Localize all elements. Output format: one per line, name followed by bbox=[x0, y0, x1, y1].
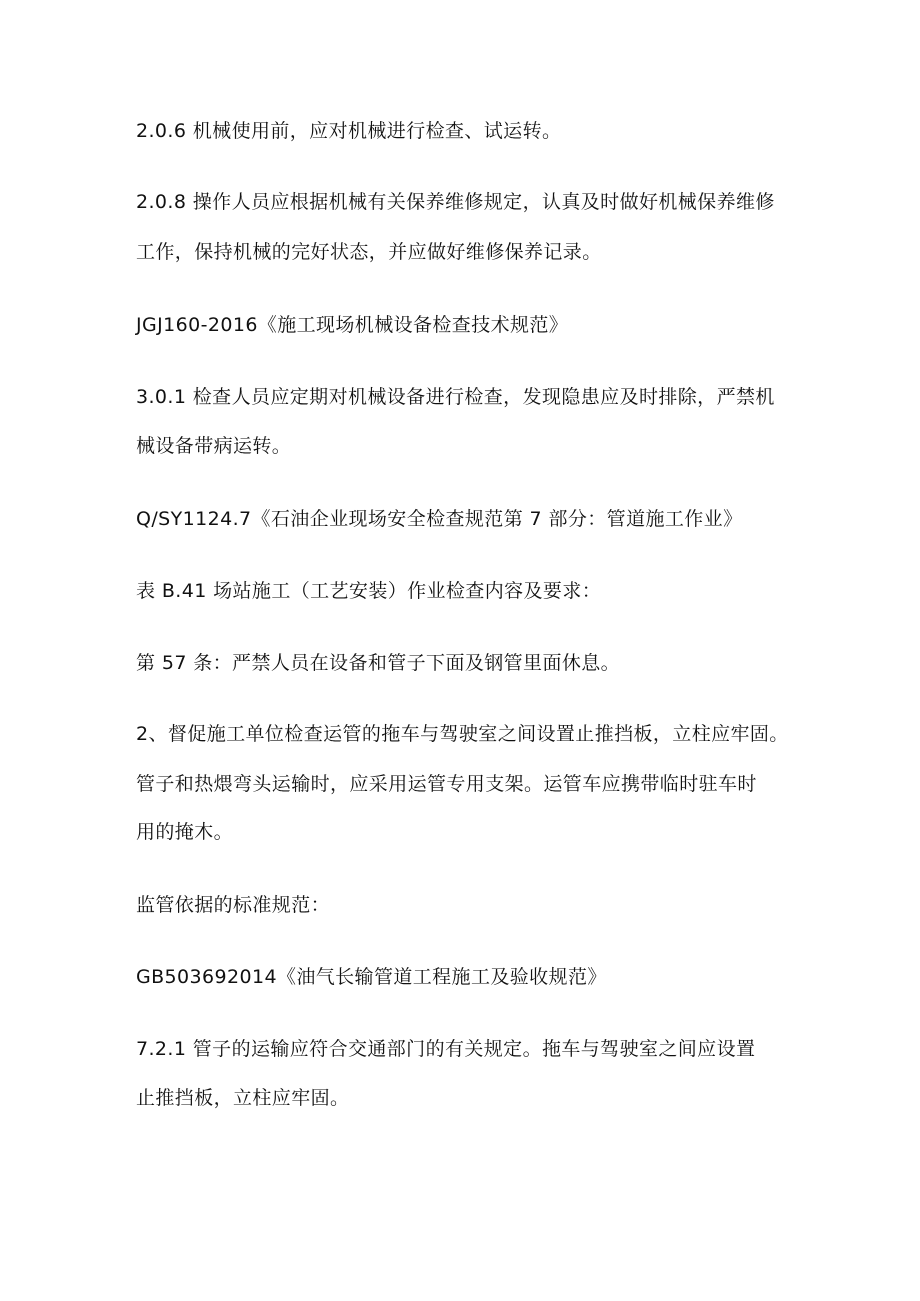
text-line-table-b41: 表 B.41 场站施工（工艺安装）作业检查内容及要求： bbox=[136, 580, 602, 602]
text-line-item-2-end: 用的掩木。 bbox=[136, 821, 234, 843]
text-line-clause-3-0-1: 3.0.1 检查人员应定期对机械设备进行检查，发现隐患应及时排除，严禁机 bbox=[136, 386, 775, 408]
text-line-standard-qsy1124: Q/SY1124.7《石油企业现场安全检查规范第 7 部分：管道施工作业》 bbox=[136, 508, 743, 530]
text-line-clause-2-0-6: 2.0.6 机械使用前，应对机械进行检查、试运转。 bbox=[136, 120, 562, 142]
text-line-clause-2-0-8: 2.0.8 操作人员应根据机械有关保养维修规定，认真及时做好机械保养维修 bbox=[136, 191, 775, 213]
text-line-basis-heading: 监管依据的标准规范： bbox=[136, 894, 331, 916]
text-line-item-2-cont: 管子和热煨弯头运输时，应采用运管专用支架。运管车应携带临时驻车时 bbox=[136, 773, 757, 795]
text-line-standard-gb50369: GB503692014《油气长输管道工程施工及验收规范》 bbox=[136, 966, 607, 988]
text-line-clause-3-0-1-cont: 械设备带病运转。 bbox=[136, 435, 292, 457]
text-line-clause-7-2-1: 7.2.1 管子的运输应符合交通部门的有关规定。拖车与驾驶室之间应设置 bbox=[136, 1038, 756, 1060]
text-line-clause-2-0-8-cont: 工作，保持机械的完好状态，并应做好维修保养记录。 bbox=[136, 241, 602, 263]
text-line-article-57: 第 57 条：严禁人员在设备和管子下面及钢管里面休息。 bbox=[136, 652, 621, 674]
text-line-standard-jgj160: JGJ160-2016《施工现场机械设备检查技术规范》 bbox=[136, 314, 569, 336]
text-line-item-2: 2、督促施工单位检查运管的拖车与驾驶室之间设置止推挡板，立柱应牢固。 bbox=[136, 723, 789, 745]
text-line-clause-7-2-1-cont: 止推挡板，立柱应牢固。 bbox=[136, 1087, 350, 1109]
